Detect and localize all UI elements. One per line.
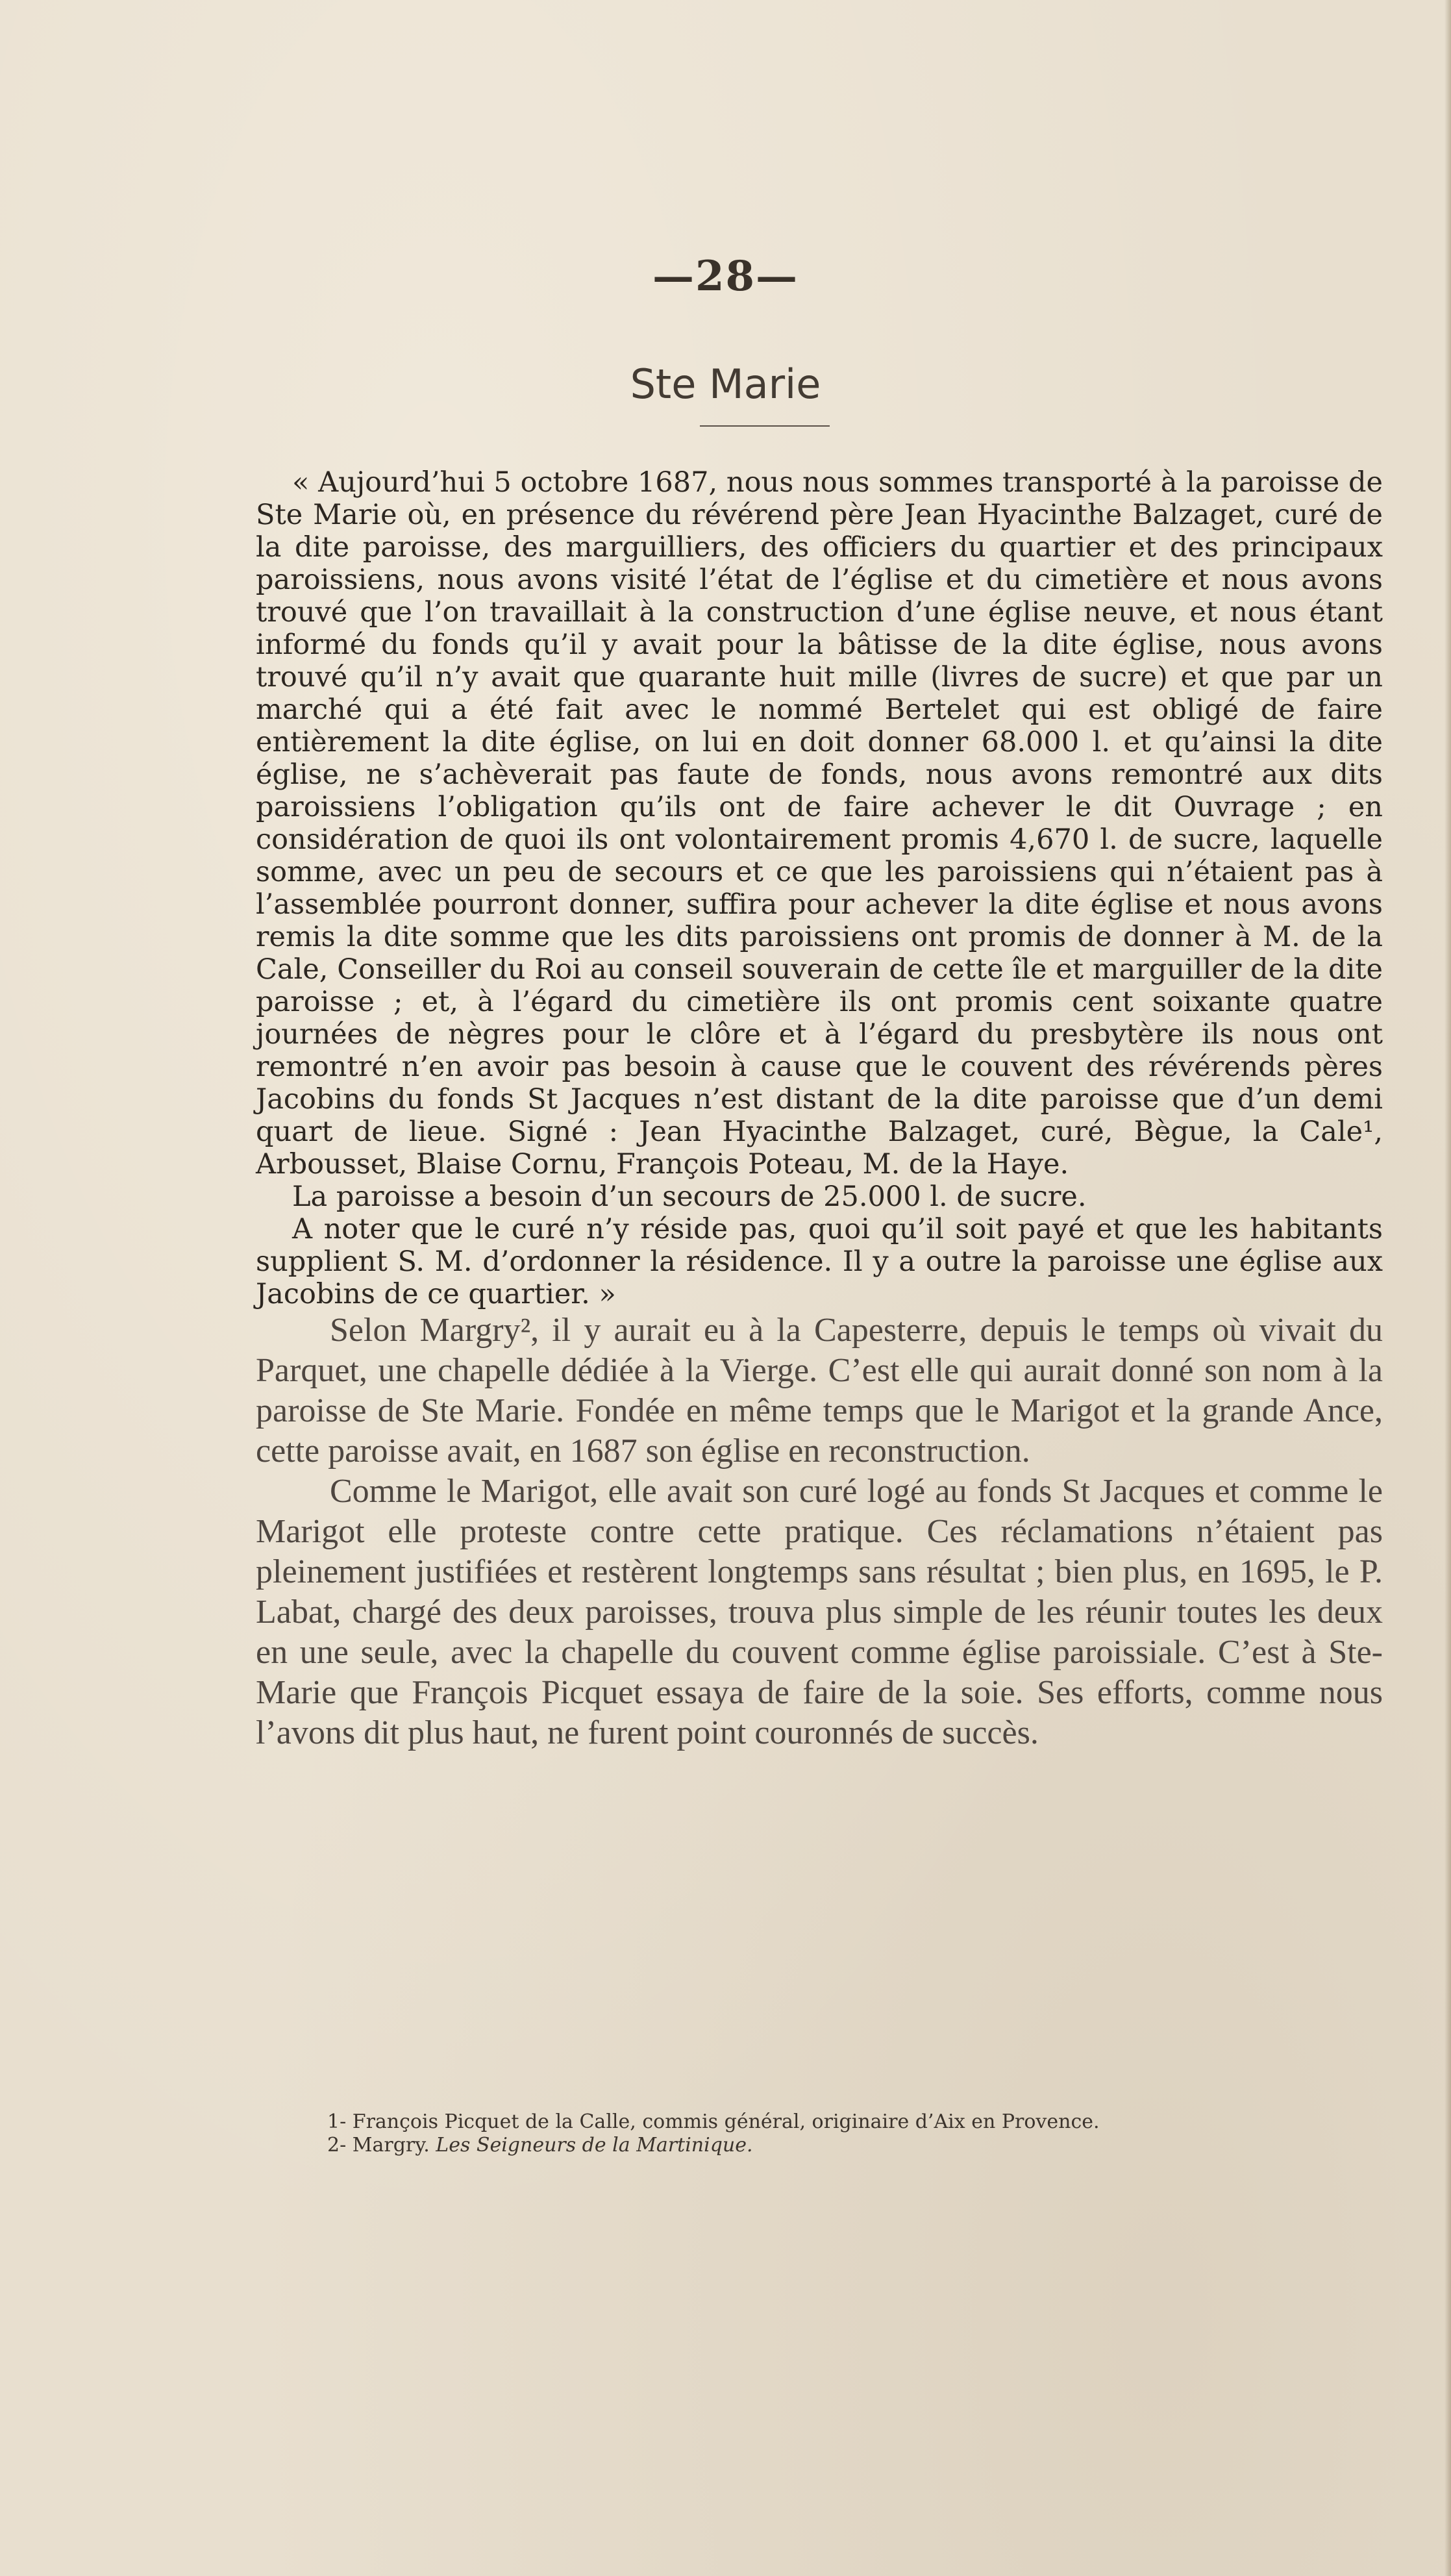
page-number: —28— — [652, 252, 799, 301]
quote-paragraph: « Aujourd’hui 5 octobre 1687, nous nous sommes transporté à la paroisse de Ste Marie où, en présence du révérend père Jean Hyacinthe Balzaget, curé de la dite paroisse, des marguilliers, des officiers du quartier et des principaux paroissiens, nous avons visité l’état de l’église et du cimetière et nous avons trouvé que l’on travaillait à la construction d’une église neuve, et nous étant informé du fonds qu’il y avait pour la bâtisse de la dite église, nous avons trouvé qu’il n’y avait que quarante huit mille (livres de sucre) et que par un marché qui a été fait avec le nommé Bertelet qui est obligé de faire entièrement la dite église, on lui en doit donner 68.000 l. et qu’ainsi la dite église, ne s’achèverait pas faute de fonds, nous avons remontré aux dits paroissiens l’obligation qu’ils ont de faire achever le dit Ouvrage ; en considération de quoi ils ont volontairement promis 4,670 l. de sucre, laquelle somme, avec un peu de secours et ce que les paroissiens qui n’étaient pas à l’assemblée pourront donner, suffira pour achever la dite église et nous avons remis la dite somme que les dits paroissiens ont promis de donner à M. de la Cale, Conseiller du Roi au conseil souverain de cette île et marguiller de la dite paroisse ; et, à l’égard du cimetière ils ont promis cent soixante quatre journées de nègres pour le clôre et à l’égard du presbytère ils nous ont remontré n’en avoir pas besoin à cause que le couvent des révérends pères Jacobins du fonds St Jacques n’est distant de la dite paroisse que d’un demi quart de lieue. Signé : Jean Hyacinthe Balzaget, curé, Bègue, la Cale¹, Arbousset, Blaise Cornu, François Poteau, M. de la Haye. — [256, 466, 1383, 1181]
body-text — [256, 466, 1383, 1753]
commentary-paragraph: Comme le Marigot, elle avait son curé logé au fonds St Jacques et comme le Marigot elle proteste contre cette pratique. Ces réclamations n’étaient pas pleinement justifiées et restèrent longtemps sans résultat ; bien plus, en 1695, le P. Labat, chargé des deux paroisses, trouva plus simple de les réunir toutes les deux en une seule, avec la chapelle du couvent comme église paroissiale. C’est à Ste-Marie que François Picquet essaya de faire de la soie. Ses efforts, comme nous l’avons dit plus haut, ne furent point couronnés de succès. — [256, 1473, 1383, 1751]
quoted-report — [256, 466, 1383, 1310]
commentary-paragraph: Selon Margry², il y aurait eu à la Capesterre, depuis le temps où vivait du Parquet, une chapelle dédiée à la Vierge. C’est elle qui aurait donné son nom à la paroisse de Ste Marie. Fondée en même temps que le Marigot et la grande Ance, cette paroisse avait, en 1687 son église en reconstruction. — [256, 1312, 1383, 1469]
quote-paragraph: La paroisse a besoin d’un secours de 25.000 l. de sucre. — [292, 1181, 1087, 1213]
footnote-2-title: Les Seigneurs de la Martinique. — [436, 2134, 753, 2157]
author-commentary — [256, 1310, 1383, 1753]
footnote-2-prefix: 2- Margry. — [327, 2134, 436, 2157]
footnote-2 — [327, 2134, 1379, 2157]
footnote-1: 1- François Picquet de la Calle, commis général, originaire d’Aix en Provence. — [327, 2110, 1100, 2133]
page-edge-shadow — [1445, 0, 1451, 2576]
quote-paragraph: A noter que le curé n’y réside pas, quoi qu’il soit payé et que les habitants supplient S. M. d’ordonner la résidence. Il y a outre la paroisse une église aux Jacobins de ce quartier. » — [256, 1213, 1383, 1310]
section-title: Ste Marie — [630, 360, 821, 408]
footnotes — [327, 2110, 1379, 2157]
title-underline — [700, 425, 830, 427]
